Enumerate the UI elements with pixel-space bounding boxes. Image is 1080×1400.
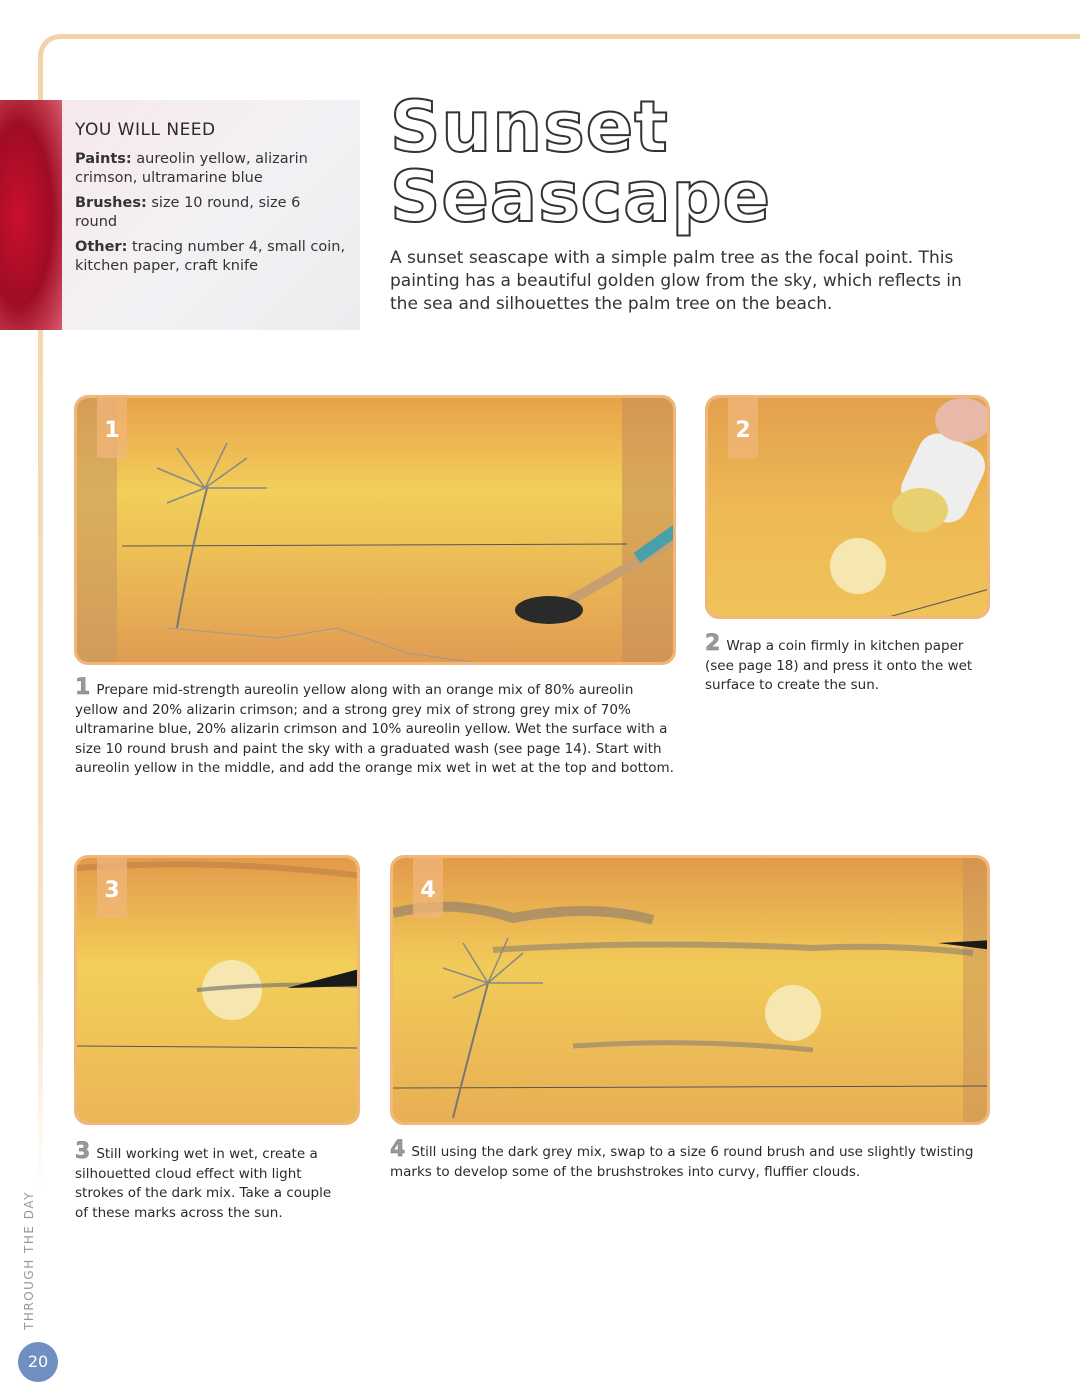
step-1-photo bbox=[74, 395, 676, 665]
intro-paragraph: A sunset seascape with a simple palm tree as the focal point. This painting has a beautiful golden glow from the sky, which reflects in the sea and silhouettes the palm tree on the beach. bbox=[390, 248, 962, 314]
step-1-caption: 1 Prepare mid-strength aureolin yellow along with an orange mix of 80% aureolin yellow and 20% alizarin crimson; and a strong grey mix of strong grey mix of 70% ultramarine blue, 20% alizarin crimson and 10% aureolin yellow. Wet the surface with a size 10 round brush and paint the sky with a graduated wash (see page 14). Start with aureolin yellow in the middle, and add the orange mix wet in wet at the top and bottom. bbox=[75, 675, 674, 776]
step-3-caption-number: 3 bbox=[75, 1139, 91, 1164]
title-line-1: Sunset bbox=[390, 86, 669, 168]
step-4-number-tag: 4 bbox=[413, 858, 443, 918]
need-paints: Paints: aureolin yellow, alizarin crimson, ultramarine blue bbox=[75, 151, 308, 186]
step-3-number-tag: 3 bbox=[97, 858, 127, 918]
step-2-caption-number: 2 bbox=[705, 631, 721, 656]
step-2-number-tag: 2 bbox=[728, 398, 758, 458]
page-number: 20 bbox=[18, 1342, 58, 1382]
step-2-caption: 2 Wrap a coin firmly in kitchen paper (see page 18) and press it onto the wet surface to create the sun. bbox=[705, 631, 973, 693]
step-4-caption-number: 4 bbox=[390, 1137, 406, 1162]
step-4-caption: 4 Still using the dark grey mix, swap to a size 6 round brush and use slightly twisting marks to develop some of the brushstrokes into curvy, fluffier clouds. bbox=[390, 1137, 974, 1180]
section-side-label: THROUGH THE DAY bbox=[22, 1191, 36, 1330]
step-3-photo bbox=[74, 855, 360, 1125]
step-4-photo bbox=[390, 855, 990, 1125]
step-1-caption-number: 1 bbox=[75, 675, 91, 700]
you-will-need-box bbox=[62, 100, 360, 330]
crimson-paint-photo bbox=[0, 100, 62, 330]
page-title bbox=[390, 86, 772, 238]
step-1-number-tag: 1 bbox=[97, 398, 127, 458]
you-will-need-title: YOU WILL NEED bbox=[75, 120, 216, 140]
need-brushes: Brushes: size 10 round, size 6 round bbox=[75, 195, 301, 230]
title-line-2: Seascape bbox=[390, 156, 772, 238]
step-3-caption: 3 Still working wet in wet, create a silhouetted cloud effect with light strokes of the dark mix. Take a couple of these marks across the sun. bbox=[75, 1139, 332, 1221]
need-other: Other: tracing number 4, small coin, kitchen paper, craft knife bbox=[75, 239, 346, 274]
step-2-photo bbox=[705, 395, 990, 619]
page-frame-top bbox=[38, 34, 1080, 59]
